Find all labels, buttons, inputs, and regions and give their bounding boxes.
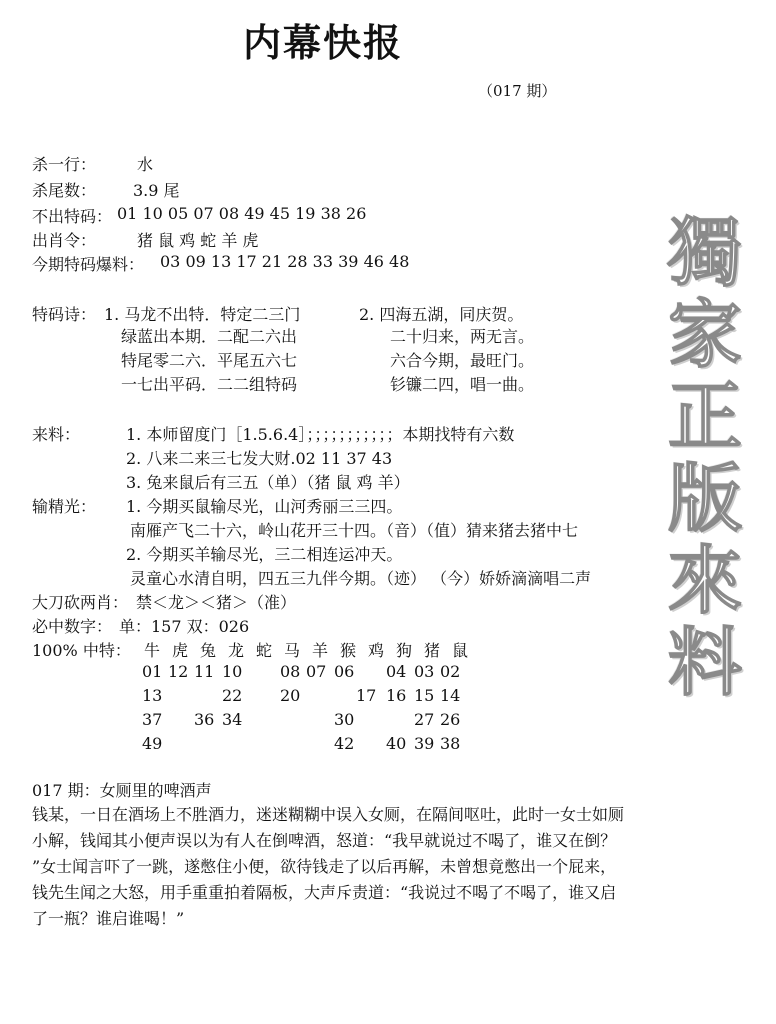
zodiac-header: 龙 (228, 641, 245, 660)
lose-line: 南雁产飞二十六，岭山花开三十四。（音）（值）猜来猪去猪中七 (130, 521, 579, 540)
poem-left-line: 特尾零二六．平尾五六七 (121, 351, 298, 370)
zodiac-number: 34 (222, 710, 243, 729)
zodiac-number: 15 (414, 686, 435, 705)
poem-left-line: 绿蓝出本期．二配二六出 (121, 327, 298, 346)
must-win-value: 单：157 双：026 (119, 617, 250, 636)
zodiac-number: 08 (280, 662, 301, 681)
zodiac-number: 13 (142, 686, 163, 705)
watermark-char: 版 (668, 456, 742, 542)
zodiac-number: 02 (440, 662, 461, 681)
zodiac-number: 12 (168, 662, 189, 681)
watermark-char: 獨 (668, 210, 742, 296)
burst-value: 03 09 13 17 21 28 33 39 46 48 (160, 252, 410, 271)
lose-line: 灵童心水清自明，四五三九伴今期。（迹） （今）娇娇滴滴唱二声 (130, 569, 592, 588)
zodiac-number: 37 (142, 710, 163, 729)
poem-right-line: 二十归来，两无言。 (390, 327, 535, 346)
story-heading: 017 期：女厕里的啤酒声 (32, 781, 212, 800)
watermark-char: 正 (668, 374, 742, 460)
story-line: 钱某，一日在酒场上不胜酒力，迷迷糊糊中误入女厕，在隔间呕吐，此时一女士如厕 (32, 805, 625, 824)
zodiac-number: 42 (334, 734, 355, 753)
zodiac-header: 羊 (312, 641, 329, 660)
zodiac-number: 49 (142, 734, 163, 753)
burst-label: 今期特码爆料： (32, 255, 145, 274)
story-line: 了一瓶？谁启谁喝！” (32, 909, 185, 928)
watermark-exclusive-original (650, 212, 760, 704)
zodiac-header: 马 (284, 641, 301, 660)
zodiac-number: 16 (386, 686, 407, 705)
zodiac-number: 11 (194, 662, 215, 681)
zodiac-number: 17 (356, 686, 377, 705)
lose-label: 输精光： (32, 497, 97, 516)
zodiac-header: 鸡 (368, 641, 385, 660)
zodiac-number: 30 (334, 710, 355, 729)
hundred-label: 100% 中特： (32, 641, 131, 660)
kill-row-label: 杀一行： (32, 155, 97, 174)
zodiac-out-value: 猪 鼠 鸡 蛇 羊 虎 (137, 231, 259, 250)
kill-tail-value: 3.9 尾 (133, 181, 180, 200)
zodiac-header: 猪 (424, 641, 441, 660)
zodiac-number: 39 (414, 734, 435, 753)
zodiac-number: 26 (440, 710, 461, 729)
poem-left-line: 一七出平码．二二组特码 (121, 375, 298, 394)
must-win-label: 必中数字： (32, 617, 113, 636)
poem-right-line: 六合今期，最旺门。 (390, 351, 535, 370)
zodiac-header: 蛇 (256, 641, 273, 660)
story-line: 小解，钱闻其小便声误以为有人在倒啤酒，怒道：“我早就说过不喝了，谁又在倒？ (32, 831, 617, 850)
big-knife-value: 禁＜龙＞＜猪＞（准） (136, 593, 297, 612)
story-line: ”女士闻言吓了一跳，遂憋住小便，欲待钱走了以后再解，未曾想竟憋出一个屁来， (32, 857, 617, 876)
no-special-value: 01 10 05 07 08 49 45 19 38 26 (117, 204, 367, 223)
kill-row-value: 水 (137, 155, 154, 174)
zodiac-number: 40 (386, 734, 407, 753)
lose-line: 1. 今期买鼠输尽光，山河秀丽三三四。 (126, 497, 403, 516)
kill-tail-label: 杀尾数： (32, 181, 97, 200)
no-special-label: 不出特码： (32, 207, 113, 226)
source-line: 2. 八来二来三七发大财.02 11 37 43 (126, 449, 393, 468)
watermark-char: 家 (668, 292, 742, 378)
watermark-char: 來 (668, 538, 742, 624)
zodiac-number: 22 (222, 686, 243, 705)
page-title: 内幕快报 (243, 21, 404, 65)
zodiac-out-label: 出肖令： (32, 231, 97, 250)
source-line: 1. 本师留度门［1.5.6.4］；；；；；；；；；；；本期找特有六数 (126, 425, 515, 444)
zodiac-number: 06 (334, 662, 355, 681)
zodiac-header: 狗 (396, 641, 413, 660)
zodiac-number: 07 (306, 662, 327, 681)
zodiac-header: 兔 (200, 641, 217, 660)
story-line: 钱先生闻之大怒，用手重重拍着隔板，大声斥责道：“我说过不喝了不喝了，谁又启 (32, 883, 617, 902)
zodiac-header: 猴 (340, 641, 357, 660)
zodiac-number: 27 (414, 710, 435, 729)
poem-left-line: 1. 马龙不出特．特定二三门 (104, 305, 301, 324)
zodiac-number: 04 (386, 662, 407, 681)
poem-label: 特码诗： (32, 305, 97, 324)
zodiac-header: 鼠 (452, 641, 469, 660)
lose-line: 2. 今期买羊输尽光，三二相连运冲天。 (126, 545, 403, 564)
issue-number: （017 期） (478, 82, 557, 100)
zodiac-header: 虎 (172, 641, 189, 660)
zodiac-number: 36 (194, 710, 215, 729)
watermark-char: 料 (668, 620, 742, 706)
source-label: 来料： (32, 425, 81, 444)
zodiac-number: 20 (280, 686, 301, 705)
source-line: 3. 兔来鼠后有三五（单）（猪 鼠 鸡 羊） (126, 473, 410, 492)
poem-right-line: 钐镰二四，唱一曲。 (390, 375, 535, 394)
zodiac-number: 10 (222, 662, 243, 681)
zodiac-number: 38 (440, 734, 461, 753)
zodiac-number: 14 (440, 686, 461, 705)
poem-right-line: 2. 四海五湖，同庆贺。 (359, 305, 524, 324)
zodiac-number: 01 (142, 662, 163, 681)
zodiac-number: 03 (414, 662, 435, 681)
zodiac-header: 牛 (144, 641, 161, 660)
big-knife-label: 大刀砍两肖： (32, 593, 129, 612)
